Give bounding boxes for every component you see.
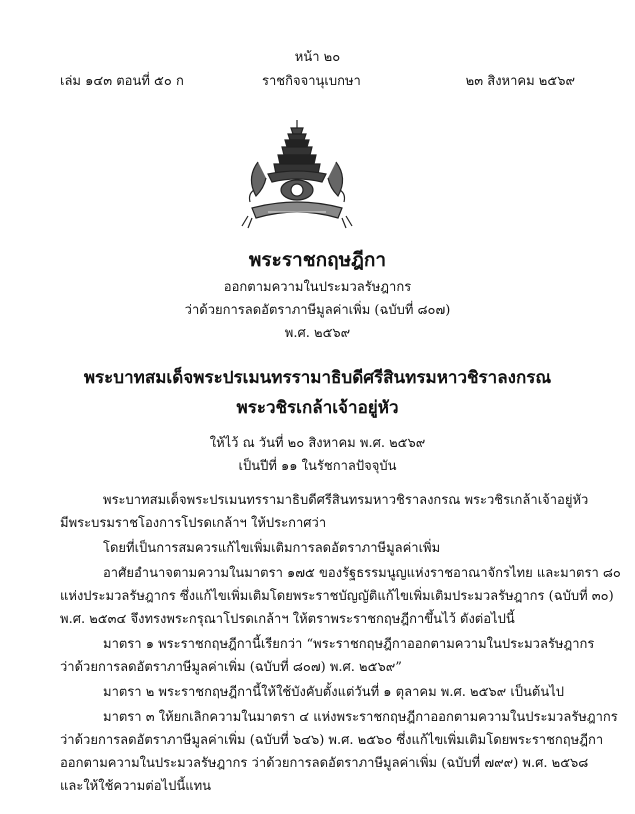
section-1-line: มาตรา ๑ พระราชกฤษฎีกานี้เรียกว่า “พระราชกฤษฎีกาออกตามความในประมวลรัษฎากร — [103, 637, 595, 652]
royal-emblem-icon — [238, 118, 356, 230]
gazette-name: ราชกิจจานุเบกษา — [262, 74, 361, 89]
decree-subtitle: ออกตามความในประมวลรัษฎากร — [223, 280, 412, 295]
decree-title: พระราชกฤษฎีกา — [248, 249, 387, 271]
publication-date: ๒๓ สิงหาคม ๒๕๖๙ — [465, 74, 575, 89]
section-3-line: ว่าด้วยการลดอัตราภาษีมูลค่าเพิ่ม (ฉบับที่ ๖๔๖) พ.ศ. ๒๕๖๐ ซึ่งแก้ไขเพิ่มเติมโดยพระราชกฤษฎีกา — [60, 733, 604, 748]
preamble-line: มีพระบรมราชโองการโปรดเกล้าฯ ให้ประกาศว่า — [60, 516, 327, 531]
section-1-line: ว่าด้วยการลดอัตราภาษีมูลค่าเพิ่ม (ฉบับที่ ๘๐๗) พ.ศ. ๒๕๖๙” — [60, 660, 402, 675]
king-name-line2: พระวชิรเกล้าเจ้าอยู่หัว — [236, 398, 399, 418]
volume-issue: เล่ม ๑๔๓ ตอนที่ ๕๐ ก — [60, 74, 184, 89]
authority-line: แห่งประมวลรัษฎากร ซึ่งแก้ไขเพิ่มเติมโดยพระราชบัญญัติแก้ไขเพิ่มเติมประมวลรัษฎากร (ฉบับที่ ๓๐) — [60, 589, 614, 604]
decree-year: พ.ศ. ๒๕๖๙ — [284, 326, 351, 341]
authority-line: พ.ศ. ๒๕๓๔ จึงทรงพระกรุณาโปรดเกล้าฯ ให้ตราพระราชกฤษฎีกาขึ้นไว้ ดังต่อไปนี้ — [60, 612, 515, 627]
page-number: หน้า ๒๐ — [294, 50, 341, 65]
king-name-line1: พระบาทสมเด็จพระปรเมนทรรามาธิบดีศรีสินทรมหาวชิราลงกรณ — [83, 368, 552, 388]
reign-year: เป็นปีที่ ๑๑ ในรัชกาลปัจจุบัน — [238, 459, 397, 474]
given-date: ให้ไว้ ณ วันที่ ๒๐ สิงหาคม พ.ศ. ๒๕๖๙ — [209, 436, 426, 451]
section-3-line: ออกตามความในประมวลรัษฎากร ว่าด้วยการลดอัตราภาษีมูลค่าเพิ่ม (ฉบับที่ ๗๙๙) พ.ศ. ๒๕๖๘ — [60, 756, 589, 771]
decree-subject: ว่าด้วยการลดอัตราภาษีมูลค่าเพิ่ม (ฉบับที่ ๘๐๗) — [184, 303, 451, 318]
authority-line: อาศัยอำนาจตามความในมาตรา ๑๗๕ ของรัฐธรรมนูญแห่งราชอาณาจักรไทย และมาตรา ๘๐ — [103, 566, 621, 581]
section-3-line: มาตรา ๓ ให้ยกเลิกความในมาตรา ๔ แห่งพระราชกฤษฎีกาออกตามความในประมวลรัษฎากร — [103, 710, 618, 725]
preamble-line: พระบาทสมเด็จพระปรเมนทรรามาธิบดีศรีสินทรมหาวชิราลงกรณ พระวชิรเกล้าเจ้าอยู่หัว — [103, 493, 589, 508]
section-3-line: และให้ใช้ความต่อไปนี้แทน — [60, 779, 212, 794]
section-2-line: มาตรา ๒ พระราชกฤษฎีกานี้ให้ใช้บังคับตั้งแต่วันที่ ๑ ตุลาคม พ.ศ. ๒๕๖๙ เป็นต้นไป — [103, 685, 565, 700]
rationale-line: โดยที่เป็นการสมควรแก้ไขเพิ่มเติมการลดอัตราภาษีมูลค่าเพิ่ม — [103, 541, 441, 556]
